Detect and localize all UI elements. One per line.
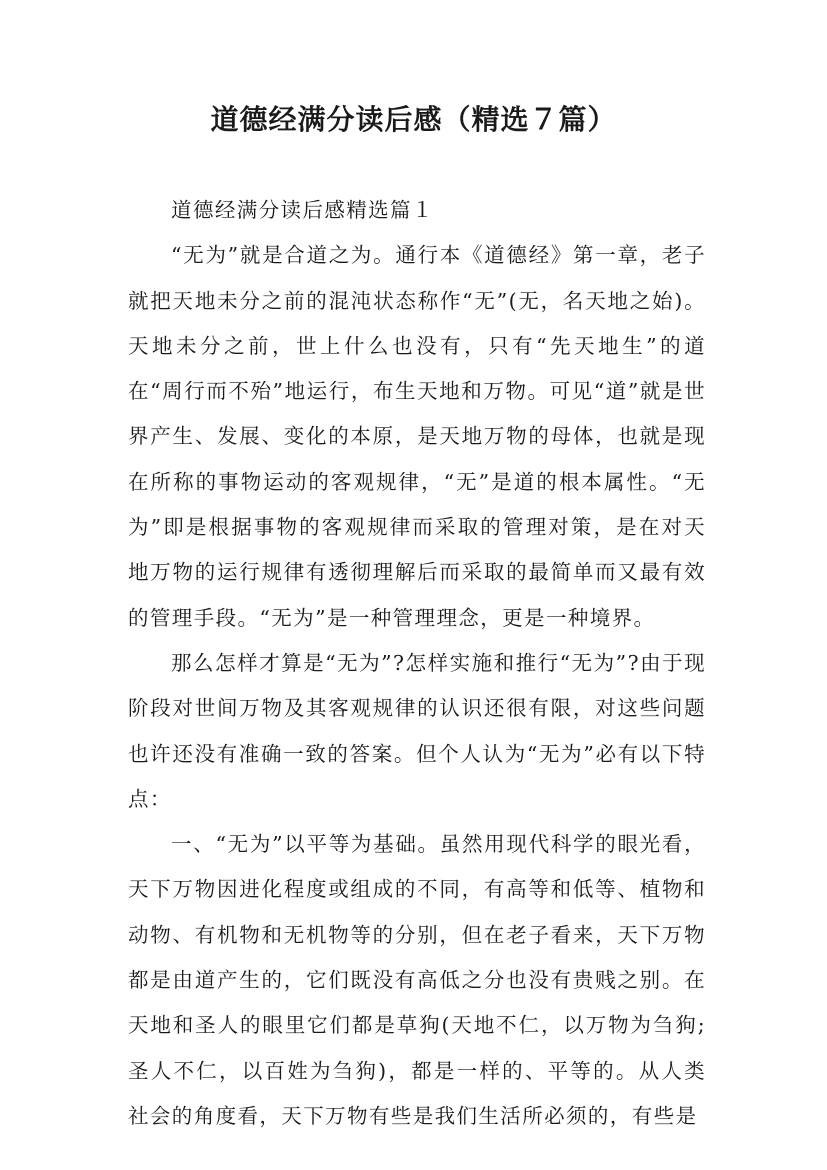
document-body [128,188,706,1139]
section-heading: 道德经满分读后感精选篇１ [171,198,434,222]
paragraph-1: “无为”就是合道之为。通行本《道德经》第一章，老子就把天地未分之前的混沌状态称作“无”(无，名天地之始)。天地未分之前，世上什么也没有，只有“先天地生”的道在“周行而不殆”地运行，布生天地和万物。可见“道”就是世界产生、发展、变化的本原，是天地万物的母体，也就是现在所称的事物运动的客观规律，“无”是道的根本属性。“无为”即是根据事物的客观规律而采取的管理对策，是在对天地万物的运行规律有透彻理解后而采取的最简单而又最有效的管理手段。“无为”是一种管理理念，更是一种境界。 [128,243,706,630]
paragraph-3: 一、“无为”以平等为基础。虽然用现代科学的眼光看，天下万物因进化程度或组成的不同，有高等和低等、植物和动物、有机物和无机物等的分别，但在老子看来，天下万物都是由道产生的，它们既没有高低之分也没有贵贱之别。在天地和圣人的眼里它们都是草狗(天地不仁，以万物为刍狗;圣人不仁，以百姓为刍狗)，都是一样的、平等的。从人类社会的角度看，天下万物有些是我们生活所必须的，有些是 [128,832,706,1128]
document-title: 道德经满分读后感（精选７篇） [210,103,617,136]
paragraph-2: 那么怎样才算是“无为”?怎样实施和推行“无为”?由于现阶段对世间万物及其客观规律的认识还很有限，对这些问题也许还没有准确一致的答案。但个人认为“无为”必有以下特点： [128,650,706,811]
